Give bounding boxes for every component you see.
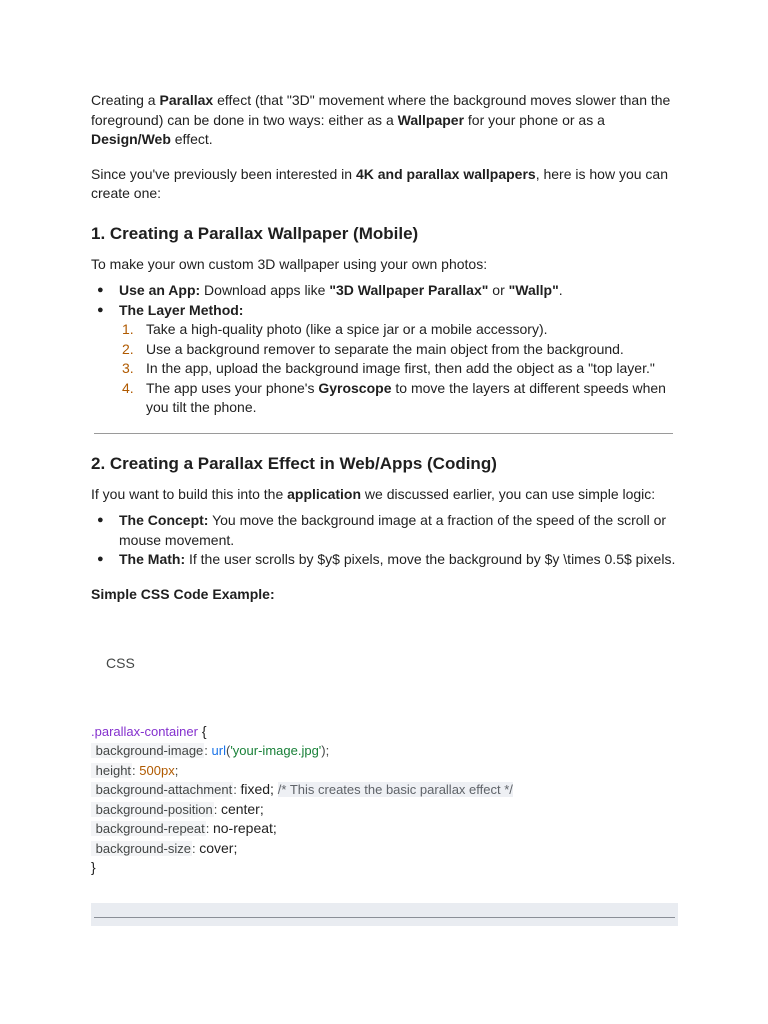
code-line — [91, 741, 676, 761]
code-text: : — [233, 782, 241, 797]
step-number: 2. — [122, 340, 134, 357]
intro-paragraph-1 — [91, 91, 676, 150]
code-value: no-repeat — [212, 820, 273, 836]
code-text: ; — [259, 800, 264, 817]
list-item — [91, 550, 676, 570]
text: . — [558, 282, 563, 298]
list-item — [91, 301, 676, 418]
code-text: ; — [233, 839, 238, 856]
code-value: fixed — [240, 781, 271, 797]
step-number: 3. — [122, 360, 134, 376]
text: effect (that "3D" movement where the background moves slower than the foreground) can be done in two ways: either as a — [91, 92, 671, 128]
code-text: ; — [270, 781, 278, 797]
code-comment: /* This creates the basic parallax effect */ — [277, 782, 513, 797]
bold-text: application — [287, 485, 362, 502]
step-text: Use a background remover to separate the main object from the background. — [146, 340, 624, 357]
step-text: In the app, upload the background image first, then add the object as a "top layer." — [146, 360, 655, 376]
step-number: 1. — [122, 321, 134, 337]
bold-text: Design/Web — [91, 131, 171, 147]
code-number: 500px — [139, 762, 175, 778]
section-1-heading: 1. Creating a Parallax Wallpaper (Mobile) — [91, 223, 419, 243]
section-2-intro — [91, 485, 676, 505]
code-text: ( — [225, 743, 231, 758]
divider — [94, 917, 675, 918]
text: If you want to build this into the — [91, 485, 288, 502]
code-text: : — [204, 743, 212, 758]
bold-text: Use an App: — [119, 282, 201, 298]
step-item — [119, 340, 676, 360]
bold-text: "Wallp" — [508, 282, 559, 298]
text: for your phone or as a — [464, 111, 605, 128]
text: effect. — [170, 131, 213, 147]
code-text: : — [132, 762, 140, 778]
list-item — [91, 511, 676, 550]
code-text: : — [192, 840, 200, 856]
code-block[interactable] — [91, 722, 676, 878]
step-text: The app uses your phone's — [146, 379, 319, 396]
code-line — [91, 722, 676, 742]
code-block-footer — [91, 903, 678, 926]
code-text: ; — [174, 762, 179, 778]
text: or — [488, 282, 509, 298]
code-property: height — [92, 762, 132, 778]
list-item — [91, 281, 676, 301]
section-divider — [94, 433, 673, 434]
bold-text: 4K and parallax wallpapers — [355, 165, 536, 182]
code-value: cover — [199, 839, 234, 856]
code-line — [91, 800, 676, 820]
code-property: background-image — [92, 743, 204, 758]
text: Since you've previously been interested in — [91, 165, 356, 182]
code-property: background-size — [92, 840, 191, 856]
bold-text: Wallpaper — [397, 111, 465, 128]
code-property: background-position — [92, 801, 213, 817]
code-text: { — [197, 722, 207, 739]
code-line — [91, 761, 676, 781]
code-text: : — [205, 821, 213, 836]
step-number: 4. — [122, 379, 134, 396]
bold-text: The Layer Method: — [119, 301, 244, 318]
step-item — [119, 359, 676, 379]
bold-text: The Concept: — [119, 512, 209, 528]
text: we discussed earlier, you can use simple logic: — [361, 485, 656, 502]
section-1-intro: To make your own custom 3D wallpaper using your own photos: — [91, 255, 488, 272]
step-item — [119, 379, 676, 418]
step-text: to move the layers at different speeds when you tilt the phone. — [146, 379, 666, 415]
text: If the user scrolls by $y$ pixels, move the background by $y \times 0.5$ pixels. — [185, 551, 676, 567]
response-content — [91, 91, 676, 878]
step-item — [119, 320, 676, 340]
text: , here is how you can create one: — [91, 165, 668, 201]
code-function: url — [211, 743, 226, 758]
code-example-title: Simple CSS Code Example: — [91, 585, 275, 602]
step-text: Take a high-quality photo (like a spice jar or a mobile accessory). — [146, 321, 548, 337]
code-text: ); — [321, 743, 330, 758]
text: Download apps like — [200, 282, 330, 298]
section-2-heading: 2. Creating a Parallax Effect in Web/Apps (Coding) — [91, 453, 497, 473]
bold-text: "3D Wallpaper Parallax" — [329, 282, 489, 298]
code-text: } — [91, 859, 96, 875]
code-property: background-repeat — [92, 821, 205, 836]
intro-paragraph-2 — [91, 165, 676, 204]
code-text: : — [213, 801, 221, 817]
bold-text: Gyroscope — [318, 379, 392, 396]
code-text: ; — [272, 820, 277, 836]
code-line — [91, 819, 676, 839]
code-line — [91, 839, 676, 859]
bold-text: Parallax — [159, 92, 214, 108]
code-property: background-attachment — [92, 782, 233, 797]
code-selector: .parallax-container — [91, 723, 198, 739]
text: Creating a — [91, 92, 160, 108]
section-2-list — [91, 511, 676, 570]
bold-text: The Math: — [119, 551, 186, 567]
code-language-label: CSS — [106, 655, 135, 671]
text: You move the background image at a fraction of the speed of the scroll or mouse movement. — [119, 512, 667, 548]
layer-method-steps — [119, 320, 676, 418]
code-string: 'your-image.jpg' — [230, 743, 322, 758]
code-line — [91, 780, 676, 800]
code-line — [91, 858, 676, 878]
code-value: center — [220, 800, 260, 817]
section-1-list — [91, 281, 676, 418]
